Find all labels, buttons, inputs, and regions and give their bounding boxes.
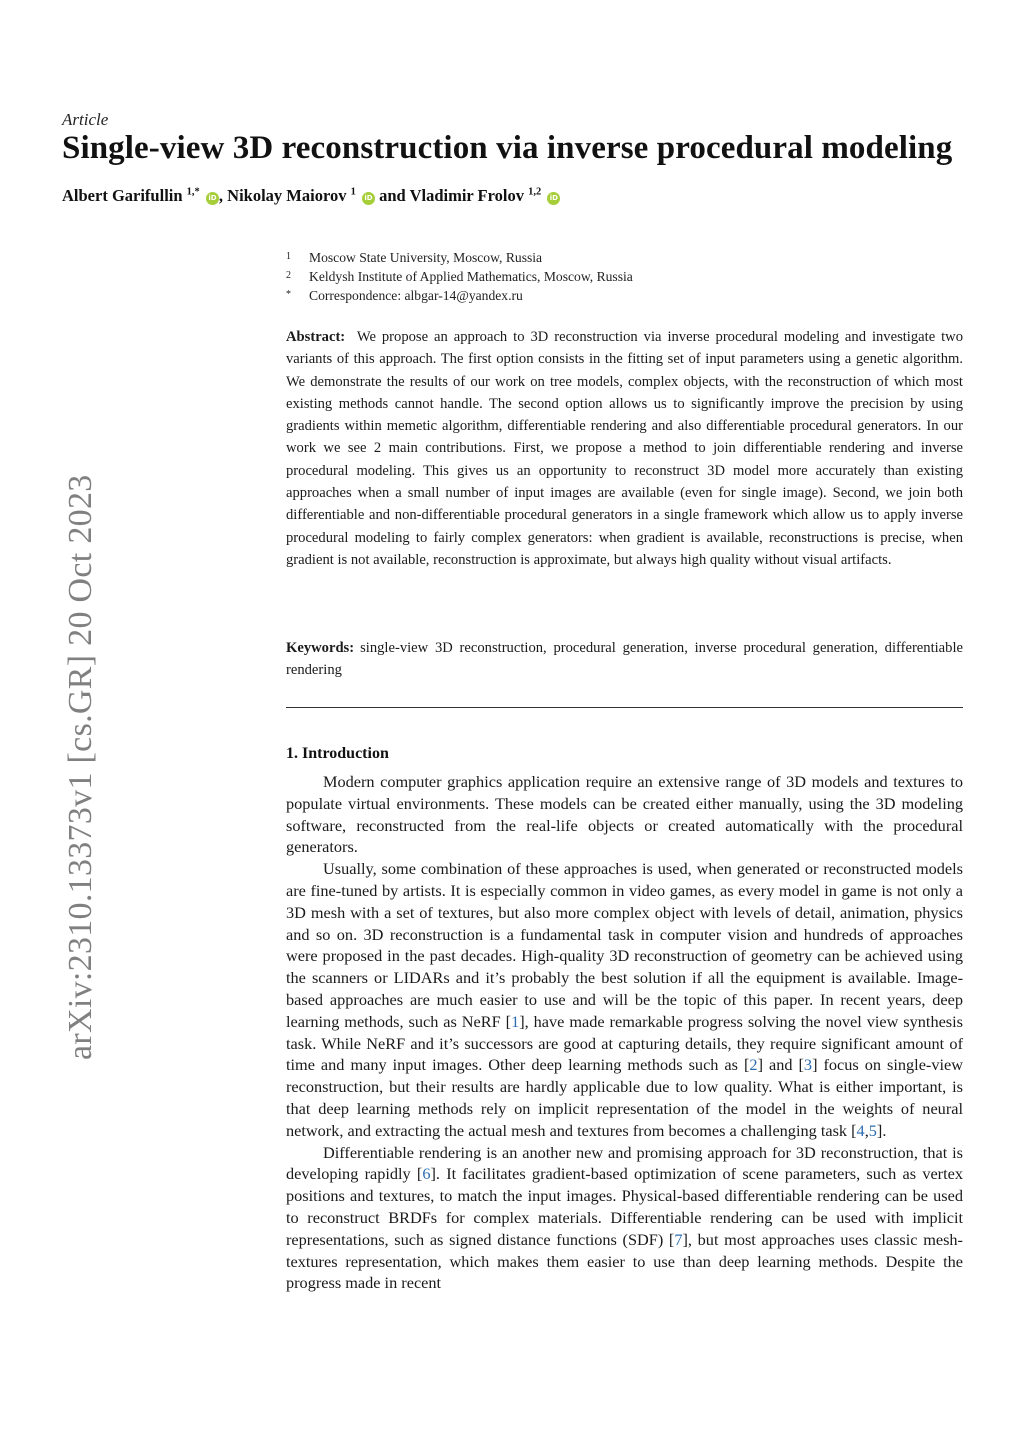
affiliation-mark: * xyxy=(286,289,291,300)
author-separator: , xyxy=(218,186,228,205)
author-affiliation-mark: 1,* xyxy=(186,186,200,198)
author-name: Albert Garifullin xyxy=(62,186,183,205)
abstract-text: We propose an approach to 3D reconstruction via inverse procedural modeling and investigate two variants of this approach. The first option consists in the fitting set of input parameters using a genetic algorithm. We demonstrate the results of our work on tree models, complex objects, with the reconstruction of which most existing methods cannot handle. The second option allows us to significantly improve the precision by using gradients within memetic algorithm, differentiable rendering and also differentiable procedural generators. In our work we see 2 main contributions. First, we propose a method to join differentiable rendering and inverse procedural modeling. This gives us an opportunity to reconstruct 3D model more accurately than existing approaches when a small number of input images are available (even for single image). Second, we join both differentiable and non-differentiable procedural generators in a single framework which allow us to apply inverse procedural modeling to fairly complex generators: when gradient is available, reconstructions is precise, when gradient is not available, reconstruction is approximate, but always high quality without visual artifacts. xyxy=(286,329,963,568)
author-affiliation-mark: 1 xyxy=(350,186,356,198)
citation-link[interactable]: 2 xyxy=(749,1055,758,1075)
keywords-text: single-view 3D reconstruction, procedural generation, inverse procedural generation, differentiable rendering xyxy=(286,640,963,679)
author-separator: and xyxy=(375,186,410,205)
body-text-run: ], have made remarkable progress solving the novel view synthesis task. While NeRF and it’s successors are good at capturing details, they require significant amount of time and many input images. Other deep learning methods such as [ xyxy=(286,1011,964,1075)
affiliation-item xyxy=(286,266,633,285)
abstract-label: Abstract: xyxy=(286,329,346,345)
affiliation-item xyxy=(286,285,633,304)
paper-title: Single-view 3D reconstruction via inverse procedural modeling xyxy=(62,130,953,166)
affiliation-text: Keldysh Institute of Applied Mathematics, Moscow, Russia xyxy=(309,269,633,284)
author-affiliation-mark: 1,2 xyxy=(528,186,542,198)
correspondence-text: Correspondence: albgar-14@yandex.ru xyxy=(309,288,523,303)
keywords xyxy=(286,637,963,682)
affiliation-item xyxy=(286,247,633,266)
affiliation-mark: 1 xyxy=(286,251,291,262)
article-type-label: Article xyxy=(62,110,109,129)
citation-link[interactable]: 4 xyxy=(856,1120,865,1140)
body-text-run: ]. It facilitates gradient-based optimization of scene parameters, such as vertex positions and textures, to match the input images. Physical-based differentiable rendering can be used to reconstruct BRDFs for complex materials. Differentiable rendering can be used with implicit representations, such as signed distance functions (SDF) [ xyxy=(286,1164,963,1249)
introduction-body xyxy=(286,771,963,1294)
citation-link[interactable]: 7 xyxy=(674,1229,683,1249)
body-paragraph xyxy=(286,771,963,858)
body-text-run: Differentiable rendering is an another new and promising approach for 3D reconstruction, that is developing rapidly [ xyxy=(286,1142,963,1184)
section-divider xyxy=(286,707,963,708)
affiliation-text: Moscow State University, Moscow, Russia xyxy=(309,250,543,265)
body-text-run: Modern computer graphics application require an extensive range of 3D models and textures to populate virtual environments. These models can be created either manually, using the 3D modeling software, reconstructed from the real-life objects or created automatically with the procedural generators. xyxy=(286,772,963,857)
body-text-run: ] focus on single-view reconstruction, but their results are hardly applicable due to low quality. What is either important, is that deep learning methods rely on implicit representation of the model in the weights of neural network, and extracting the actual mesh and textures from becomes a challenging task [ xyxy=(286,1055,963,1140)
affiliation-list xyxy=(286,247,633,304)
citation-link[interactable]: 3 xyxy=(803,1055,813,1075)
orcid-icon[interactable]: iD xyxy=(547,192,560,205)
body-text-run: , xyxy=(864,1120,869,1140)
citation-link[interactable]: 5 xyxy=(868,1120,877,1140)
orcid-icon[interactable]: iD xyxy=(206,192,219,205)
citation-link[interactable]: 6 xyxy=(422,1164,431,1184)
body-text-run: ] and [ xyxy=(757,1055,804,1075)
body-paragraph xyxy=(286,858,963,1141)
body-paragraph xyxy=(286,1142,963,1295)
section-heading: 1. Introduction xyxy=(286,745,389,762)
author-list xyxy=(62,186,560,206)
author-name: Nikolay Maiorov xyxy=(227,186,347,205)
body-text-run: ], but most approaches uses classic mesh-textures representation, which makes them easier to use than deep learning methods. Despite the progress made in recent xyxy=(286,1229,963,1293)
abstract xyxy=(286,326,963,571)
arxiv-identifier: arXiv:2310.13373v1 [cs.GR] 20 Oct 2023 xyxy=(62,474,99,1060)
affiliation-mark: 2 xyxy=(286,270,291,281)
body-text-run: Usually, some combination of these approaches is used, when generated or reconstructed models are fine-tuned by artists. It is especially common in video games, as every model in game is not only a 3D mesh with a set of textures, but also more complex object with levels of detail, animation, physics and so on. 3D reconstruction is a fundamental task in computer vision and hundreds of approaches were proposed in the past decades. High-quality 3D reconstruction of geometry can be achieved using the scanners or LIDARs and it’s probably the best solution if all the equipment is available. Image-based approaches are much easier to use and will be the topic of this paper. In recent years, deep learning methods, such as NeRF [ xyxy=(286,859,963,1031)
citation-link[interactable]: 1 xyxy=(511,1011,520,1031)
author-name: Vladimir Frolov xyxy=(409,186,524,205)
orcid-icon[interactable]: iD xyxy=(362,192,375,205)
body-text-run: ]. xyxy=(876,1120,887,1140)
keywords-label: Keywords: xyxy=(286,640,355,656)
